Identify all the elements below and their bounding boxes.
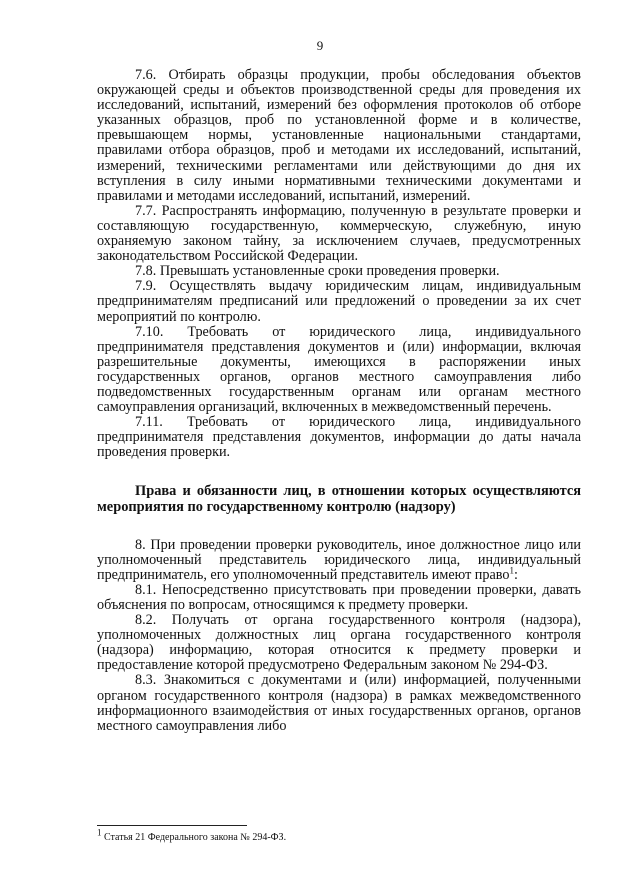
footnote-text: Статья 21 Федерального закона № 294-ФЗ. [101, 832, 287, 843]
footnote-divider [97, 825, 247, 826]
paragraph-7-7: 7.7. Распространять информацию, полученную в результате проверки и составляющую государственную, коммерческую, служебную, иную охраняемую законом тайну, за исключением случаев, предусмотренных законодательством Российской Федерации. [97, 202, 581, 265]
section-heading: Права и обязанности лиц, в отношении которых осуществляются мероприятия по государственному контролю (надзору) [97, 483, 581, 516]
document-body [97, 68, 581, 734]
footnote-reference: 1 [509, 565, 514, 576]
paragraph-8-end: : [514, 566, 518, 583]
paragraph-8-3: 8.3. Знакомиться с документами и (или) информацией, полученными органом государственного контроля (надзора) в рамках межведомственного информационного взаимодействия от иных государственных органов, органов местного самоуправления либо [97, 672, 581, 734]
paragraph-7-6: 7.6. Отбирать образцы продукции, пробы обследования объектов окружающей среды и объектов производственной среды для проведения их исследований, испытаний, измерений без оформления протоколов об отборе указанных образцов, проб по установленной форме и в количестве, превышающем нормы, установленные национальными стандартами, правилами отбора образцов, проб и методами их исследований, испытаний, измерений, техническими регламентами или действующими до дня их вступления в силу иными нормативными техническими документами и правилами и методами исследований, испытаний, измерений. [97, 67, 581, 204]
paragraph-8 [97, 538, 581, 583]
footnote [97, 827, 581, 844]
paragraph-8-text: 8. При проведении проверки руководитель, иное должностное лицо или уполномоченный представитель юридического лица, индивидуальный предприниматель, его уполномоченный представитель имеют право [97, 536, 581, 583]
paragraph-7-11: 7.11. Требовать от юридического лица, индивидуального предпринимателя представления документов, информации до даты начала проведения проверки. [97, 414, 581, 461]
paragraph-7-8: 7.8. Превышать установленные сроки проведения проверки. [135, 263, 500, 280]
paragraph-8-2: 8.2. Получать от органа государственного контроля (надзора), уполномоченных должностных лиц органа государственного контроля (надзора) информацию, которая относится к предмету проверки и предоставление которой предусмотрено Федеральным законом № 294-ФЗ. [97, 612, 581, 674]
paragraph-7-10: 7.10. Требовать от юридического лица, индивидуального предпринимателя представления документов и (или) информации, включая разрешительные документы, имеющихся в распоряжении иных государственных органов, органов местного самоуправления либо подведомственных государственным органам или органам местного самоуправления организаций, включенных в межведомственный перечень. [97, 323, 581, 416]
paragraph-7-9: 7.9. Осуществлять выдачу юридическим лицам, индивидуальным предпринимателям предписаний или предложений о проведении за их счет мероприятий по контролю. [97, 278, 581, 325]
page-number: 9 [316, 38, 324, 53]
footnote-marker: 1 [97, 827, 102, 838]
paragraph-8-1: 8.1. Непосредственно присутствовать при проведении проверки, давать объяснения по вопросам, относящимся к предмету проверки. [97, 581, 581, 613]
